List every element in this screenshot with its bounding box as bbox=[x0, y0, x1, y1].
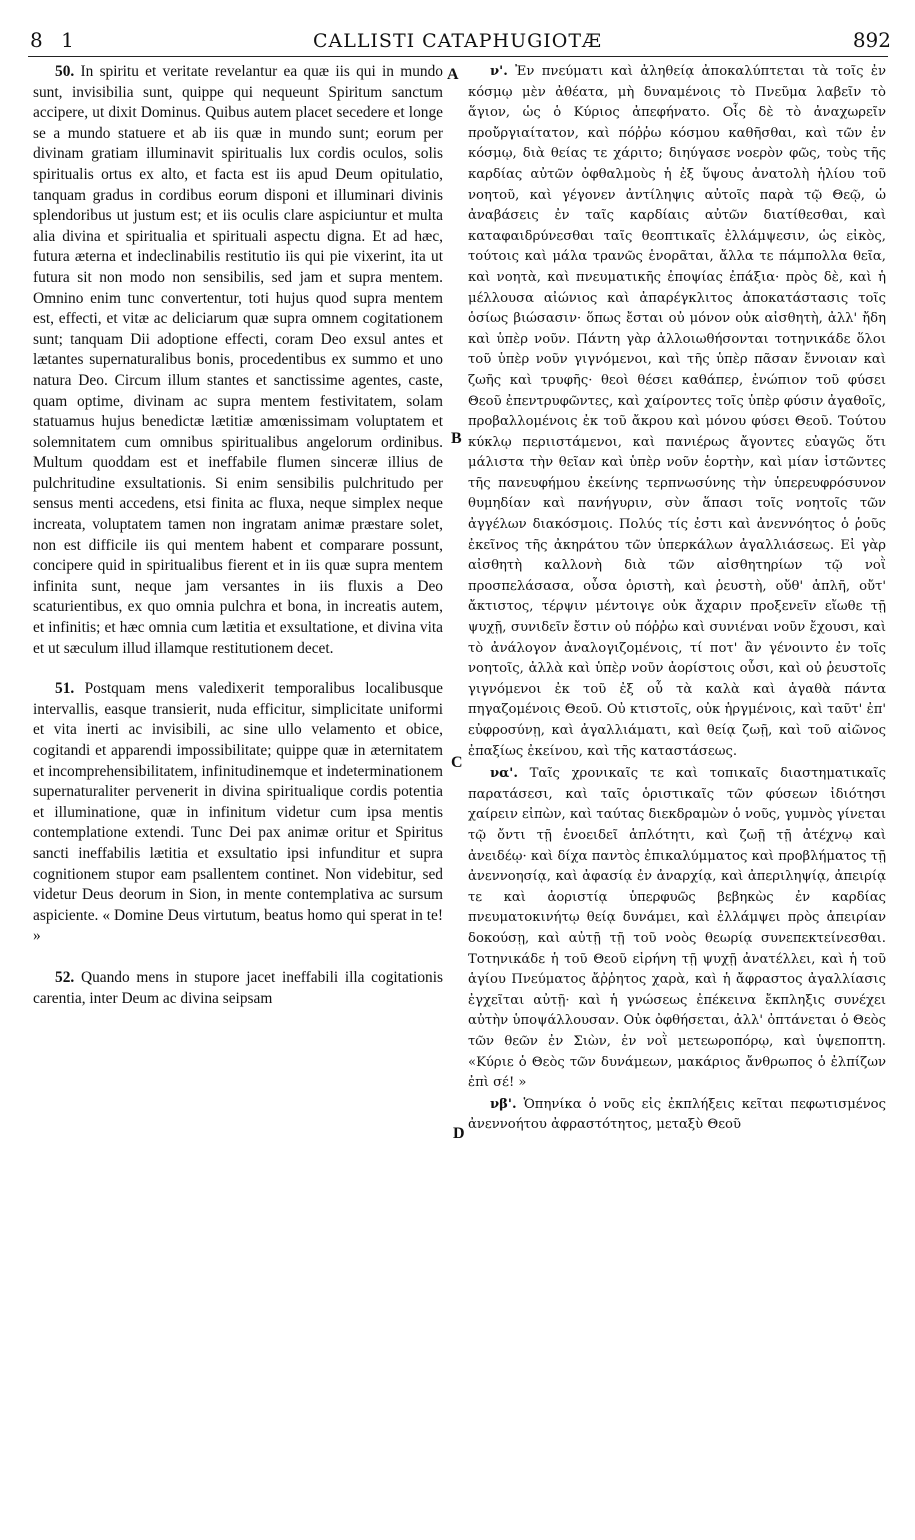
latin-paragraph-50 bbox=[33, 62, 443, 659]
paragraph-number: να'. bbox=[490, 766, 518, 782]
page-header bbox=[0, 28, 915, 58]
running-title: CALLISTI CATAPHUGIOTÆ bbox=[312, 30, 603, 52]
latin-paragraph-52 bbox=[33, 968, 443, 1009]
paragraph-text: Quando mens in stupore jacet ineffabili illa cogitationis carentia, inter Deum ac divina seipsam bbox=[33, 968, 443, 1007]
latin-paragraph-51 bbox=[33, 679, 443, 947]
paragraph-number: 50. bbox=[55, 63, 75, 80]
paragraph-number: ν'. bbox=[490, 64, 508, 79]
margin-letter-b: B bbox=[451, 430, 462, 447]
greek-column bbox=[468, 62, 886, 1500]
margin-letter-d: D bbox=[453, 1125, 465, 1142]
paragraph-text: Ὁπηνίκα ὁ νοῦς εἰς ἐκπλήξεις κεῖται πεφωτισμένος ἀνεννοήτου ἀφραστότητος, μεταξὺ Θεοῦ bbox=[468, 1096, 886, 1133]
paragraph-number: 51. bbox=[55, 680, 75, 698]
paragraph-text: Postquam mens valedixerit temporalibus localibusque intervallis, easque transierit, nuda efficitur, simplicitate uniformi et vita inerti ac invisibili, ac sine ullo velamento et obice, cogitandi et apparendi impossibilitate; quippe quæ in æternitatem et incomprehensibilitatem, infinitudinemque et indeterminationem supernaturaliter pervenerit in divina spiritualique cordis potentia et illuminatione, quæ in infinitum videtur cum ipsa mentis contemplatione extendi. Tunc Dei pax animæ oritur et Spiritus sancti ineffabilis lætitia et exsultatio ipsi infunditur et supra cognitionem stupor eam psallentem continet. Non videbitur, sed videtur Deus deorum in Sion, in mente contemplativa ac sursum aspiciente. « Domine Deus virtutum, beatus homo qui sperat in te! » bbox=[33, 680, 443, 945]
paragraph-text: Ταῖς χρονικαῖς τε καὶ τοπικαῖς διαστηματικαῖς παρατάσεσι, καὶ ταῖς ὁριστικαῖς τῶν φύσεων ἰδιότησι χαίρειν εἰπὼν, καὶ ταύτας διεκδραμὼν ὁ νοῦς, γυμνὸς γίνεται τῷ ὄντι τῇ ἑνοειδεῖ ἁπλότητι, καὶ ζωῇ τῇ ἀτέχνῳ καὶ ἀνειδέῳ· καὶ δίχα παντὸς ἐπικαλύμματος καὶ προβλήματος τῇ ἀνεννοησίᾳ, καὶ ἀφασίᾳ ἐν ἀναρχίᾳ, καὶ ἀπεριληψίᾳ, ἀπειρίᾳ τε καὶ ἀοριστίᾳ ὑπερφυῶς βεβηκὼς ἐν καρδίας πνευματοκινήτῳ θείᾳ δυνάμει, καὶ ἐλλάμψει πρὸς ἀπειρίαν δοκούσῃ, καὶ αὐτῇ τῇ τοῦ νοὸς θεωρίᾳ συνεπεκτείνεσθαι. Τοτηνικάδε ἡ τοῦ Θεοῦ εἰρήνη τῇ ψυχῇ ἀνατέλλει, καὶ ἡ τοῦ ἁγίου Πνεύματος ἄῤῥητος χαρὰ, καὶ ἡ ἄφραστος ἀγαλλίασις ἐγχεῖται αὐτῇ· καὶ ἡ γνώσεως ἐπέκεινα ἔκπληξις συνέχει αὐτὴν ὑποψάλλουσαν. Οὐκ ὀφθήσεται, ἀλλ' ὀπτάνεται ὁ Θεὸς τῶν θεῶν ἐν Σιὼν, ἐν νοῒ μετεωροπόρῳ, καὶ ὑψεποπτη. «Κύριε ὁ Θεὸς τῶν δυνάμεων, μακάριος ἄνθρωπος ὁ ἐλπίζων ἐπὶ σέ! » bbox=[468, 766, 886, 1091]
greek-paragraph-50 bbox=[468, 62, 886, 762]
latin-column bbox=[33, 62, 443, 1500]
column-number-left: 8 1 bbox=[30, 28, 80, 52]
paragraph-text: In spiritu et veritate revelantur ea quæ iis qui in mundo sunt, invisibilia sunt, quippe qui nequeunt Spiritum sanctum accipere, ut dixit Dominus. Quibus autem placet secedere et longe se a mundo statuere et ab iis quæ in mundo sunt; eorum per divinam gratiam illuminavit spiritualis lux cordis oculos, solis spiritualis ortus ex alto, et facta est iis apud Deum opitulatio, tanquam gradus in cordibus eorum disponi et illuminari divinis splendoribus ut justum est; et iis oculis clare aspiciuntur et multa alia divina et spiritualia et spirituali aspectu digna. Et ad hæc, futura æterna et indeclinabilis restitutio iis qui pie vixerint, ita ut futura sit non modo non sensibilis, sed jam et supra mentem. Omnino enim tunc convertentur, toti hujus quod supra mentem est, effecti, et vitæ ac deliciarum quæ supra omnem cogitationem sunt; tanquam Dii adoptione effecti, coram Deo exsul antes et lætantes supernaturalibus bonis, procedentibus ex summo et uno natura Deo. Circum illum stantes et sanctissime agentes, caste, quam optime, divinam ac supra mentem festivitatem, solam statuamus hujus benedictæ lætitiæ amœnissimam voluptatem et solemnitatem cum omnibus spiritualibus angelorum ordinibus. Multum quoddam est et ineffabile flumen sinceræ illius de pulchritudine exsultationis. Si enim sensibilis pulchritudo per sensus menti accedens, etsi finita ac fluxa, neque simplex neque increata, voluptatem tamen non ingratam animæ præstare solet, non est difficile iis qui mentem habent et comparare possunt, concipere quid in spiritualibus fierent et in iis quæ supra mentem infinita sunt, neque jam versantes in iis fluxis a Deo scaturientibus, ex quo omnia pulchra et bona, in increatis autem, et infinitis; et hæc omnia cum lætitia et exsultatione, et divina vita et ut sæculum illud illamque restitutionem decet. bbox=[33, 63, 443, 657]
header-rule bbox=[28, 56, 888, 57]
paragraph-number: 52. bbox=[55, 968, 75, 986]
margin-letter-a: A bbox=[447, 66, 459, 83]
column-number-right: 892 bbox=[852, 28, 891, 52]
greek-paragraph-51 bbox=[468, 764, 886, 1094]
paragraph-text: Ἐν πνεύματι καὶ ἀληθείᾳ ἀποκαλύπτεται τὰ τοῖς ἐν κόσμῳ μὲν ἀθέατα, μὴ δυναμένοις τὸ Πνεῦμα λαβεῖν τὸ ἅγιον, ὡς ὁ Κύριος ἀπεφήνατο. Οἷς δὲ τὸ ἀναχωρεῖν προὔργιαίτατον, καὶ πόῤῥω κόσμου καθῆσθαι, καὶ τῶν ἐν κόσμῳ, διὰ θείας τε χάριτο; διηύγασε νοερὸν φῶς, τοὺς τῆς καρδίας αὐτῶν ὀφθαλμοὺς ἡ ἐξ ὕψους ἀνατολὴ ἡλίου τοῦ νοητοῦ, καὶ γέγονεν ἀντίληψις αὐτοῖς παρὰ τῷ Θεῷ, ὡ ἀναβάσεις ἐν ταῖς καρδίαις αὐτῶν διατίθεσθαι, καὶ καταφαιδρύνεσθαι ταῖς θεοπτικαῖς ἐλλάμψεσιν, ὡς εἰκὸς, τούτοις καὶ μάλα τρανῶς ἑνορᾶται, ἄλλα τε πάμπολλα θεῖα, καὶ νοητὰ, καὶ πνευματικῆς ἐποψίας ἐπάξια· πρὸς δὲ, καὶ ἡ μέλλουσα αἰώνιος καὶ ἀπαρέγκλιτος ἀποκατάστασις τοῖς ὁσίως βιώσασιν· ὅπως ἔσται οὐ μόνον οὐκ αἰσθητὴ, ἀλλ' ἤδη καὶ ὑπὲρ νοῦν. Πάντη γὰρ ἀλλοιωθήσονται τοτηνικάδε ὅλοι τοῦ ὑπὲρ νοῦν γιγνόμενοι, καὶ τῆς ὑπὲρ πᾶσαν ἔννοιαν καὶ ζωῆς καὶ τρυφῆς· θεοὶ θέσει καθάπερ, ἐνώπιον τοῦ φύσει Θεοῦ ἐπεντρυφῶντες, καὶ χαίροντες τοῖς ὑπὲρ φύσιν ἀγαθοῖς, προβαλλομένοις ἐκ τοῦ ἄκρου καὶ μόνου φύσει Θεοῦ. Τούτου κύκλῳ περιιστάμενοι, καὶ πανιέρως ἄγοντες εὐαγῶς ὅτι μάλιστα τὴν θεῖαν καὶ ὑπὲρ νοῦν ἑορτὴν, καὶ μίαν ἱστῶντες τῆς πανευφήμου ἐκείνης τερπνωσύνης τὴν ὑπερευφρόσυνον θυμηδίαν καὶ πανήγυριν, σὺν ἅπασι τοῖς νοητοῖς τῶν ἀγγέλων διακόσμοις. Πολύς τίς ἐστι καὶ ἀνεννόητος ὁ ῥοῦς ἐκεῖνος τῆς ἀκηράτου τῶν ὑπερκάλων ἀγαλλιάσεως. Εἰ γὰρ αἰσθητὴ καλλονὴ διὰ τῶν αἰσθητηρίων τῷ νοῒ προσπελάσασα, οὖσα ὁριστὴ, καὶ ῥευστὴ, οὔθ' ἁπλῆ, οὔτ' ἄκτιστος, τέρψιν μέντοιγε οὐκ ἄχαριν προξενεῖν εἴωθε τῇ ψυχῇ, συνιδεῖν ἔστιν οὐ πόῤῥω καὶ συνιέναι νοῦν ἔχουσι, καὶ τὸ ἀνάλογον ἀναλογιζομένοις, τί ποτ' ἂν γένοιντο ἐν τοῖς νοητοῖς, ἀλλὰ καὶ ὑπὲρ νοῦν ἀορίστοις οὖσι, καὶ οὐ ῥευστοῖς γιγνόμενοι ἐκ τοῦ ἐξ οὗ τὰ καλὰ καὶ ἀγαθὰ πάντα πηγαζομένοις Θεοῦ. Οὐ κτιστοῖς, οὐκ ἡργμένοις, καὶ ταῦτ' ἐπ' εὐφροσύνῃ, καὶ ἀγαλλιάματι, καὶ θείᾳ ζωῇ, καὶ τοῦ αἰῶνος ἐπαξίως ἐκείνου, καὶ τῆς καταστάσεως. bbox=[468, 64, 886, 759]
margin-letter-c: C bbox=[451, 754, 463, 771]
greek-paragraph-52 bbox=[468, 1095, 886, 1136]
paragraph-number: νβ'. bbox=[490, 1096, 517, 1112]
